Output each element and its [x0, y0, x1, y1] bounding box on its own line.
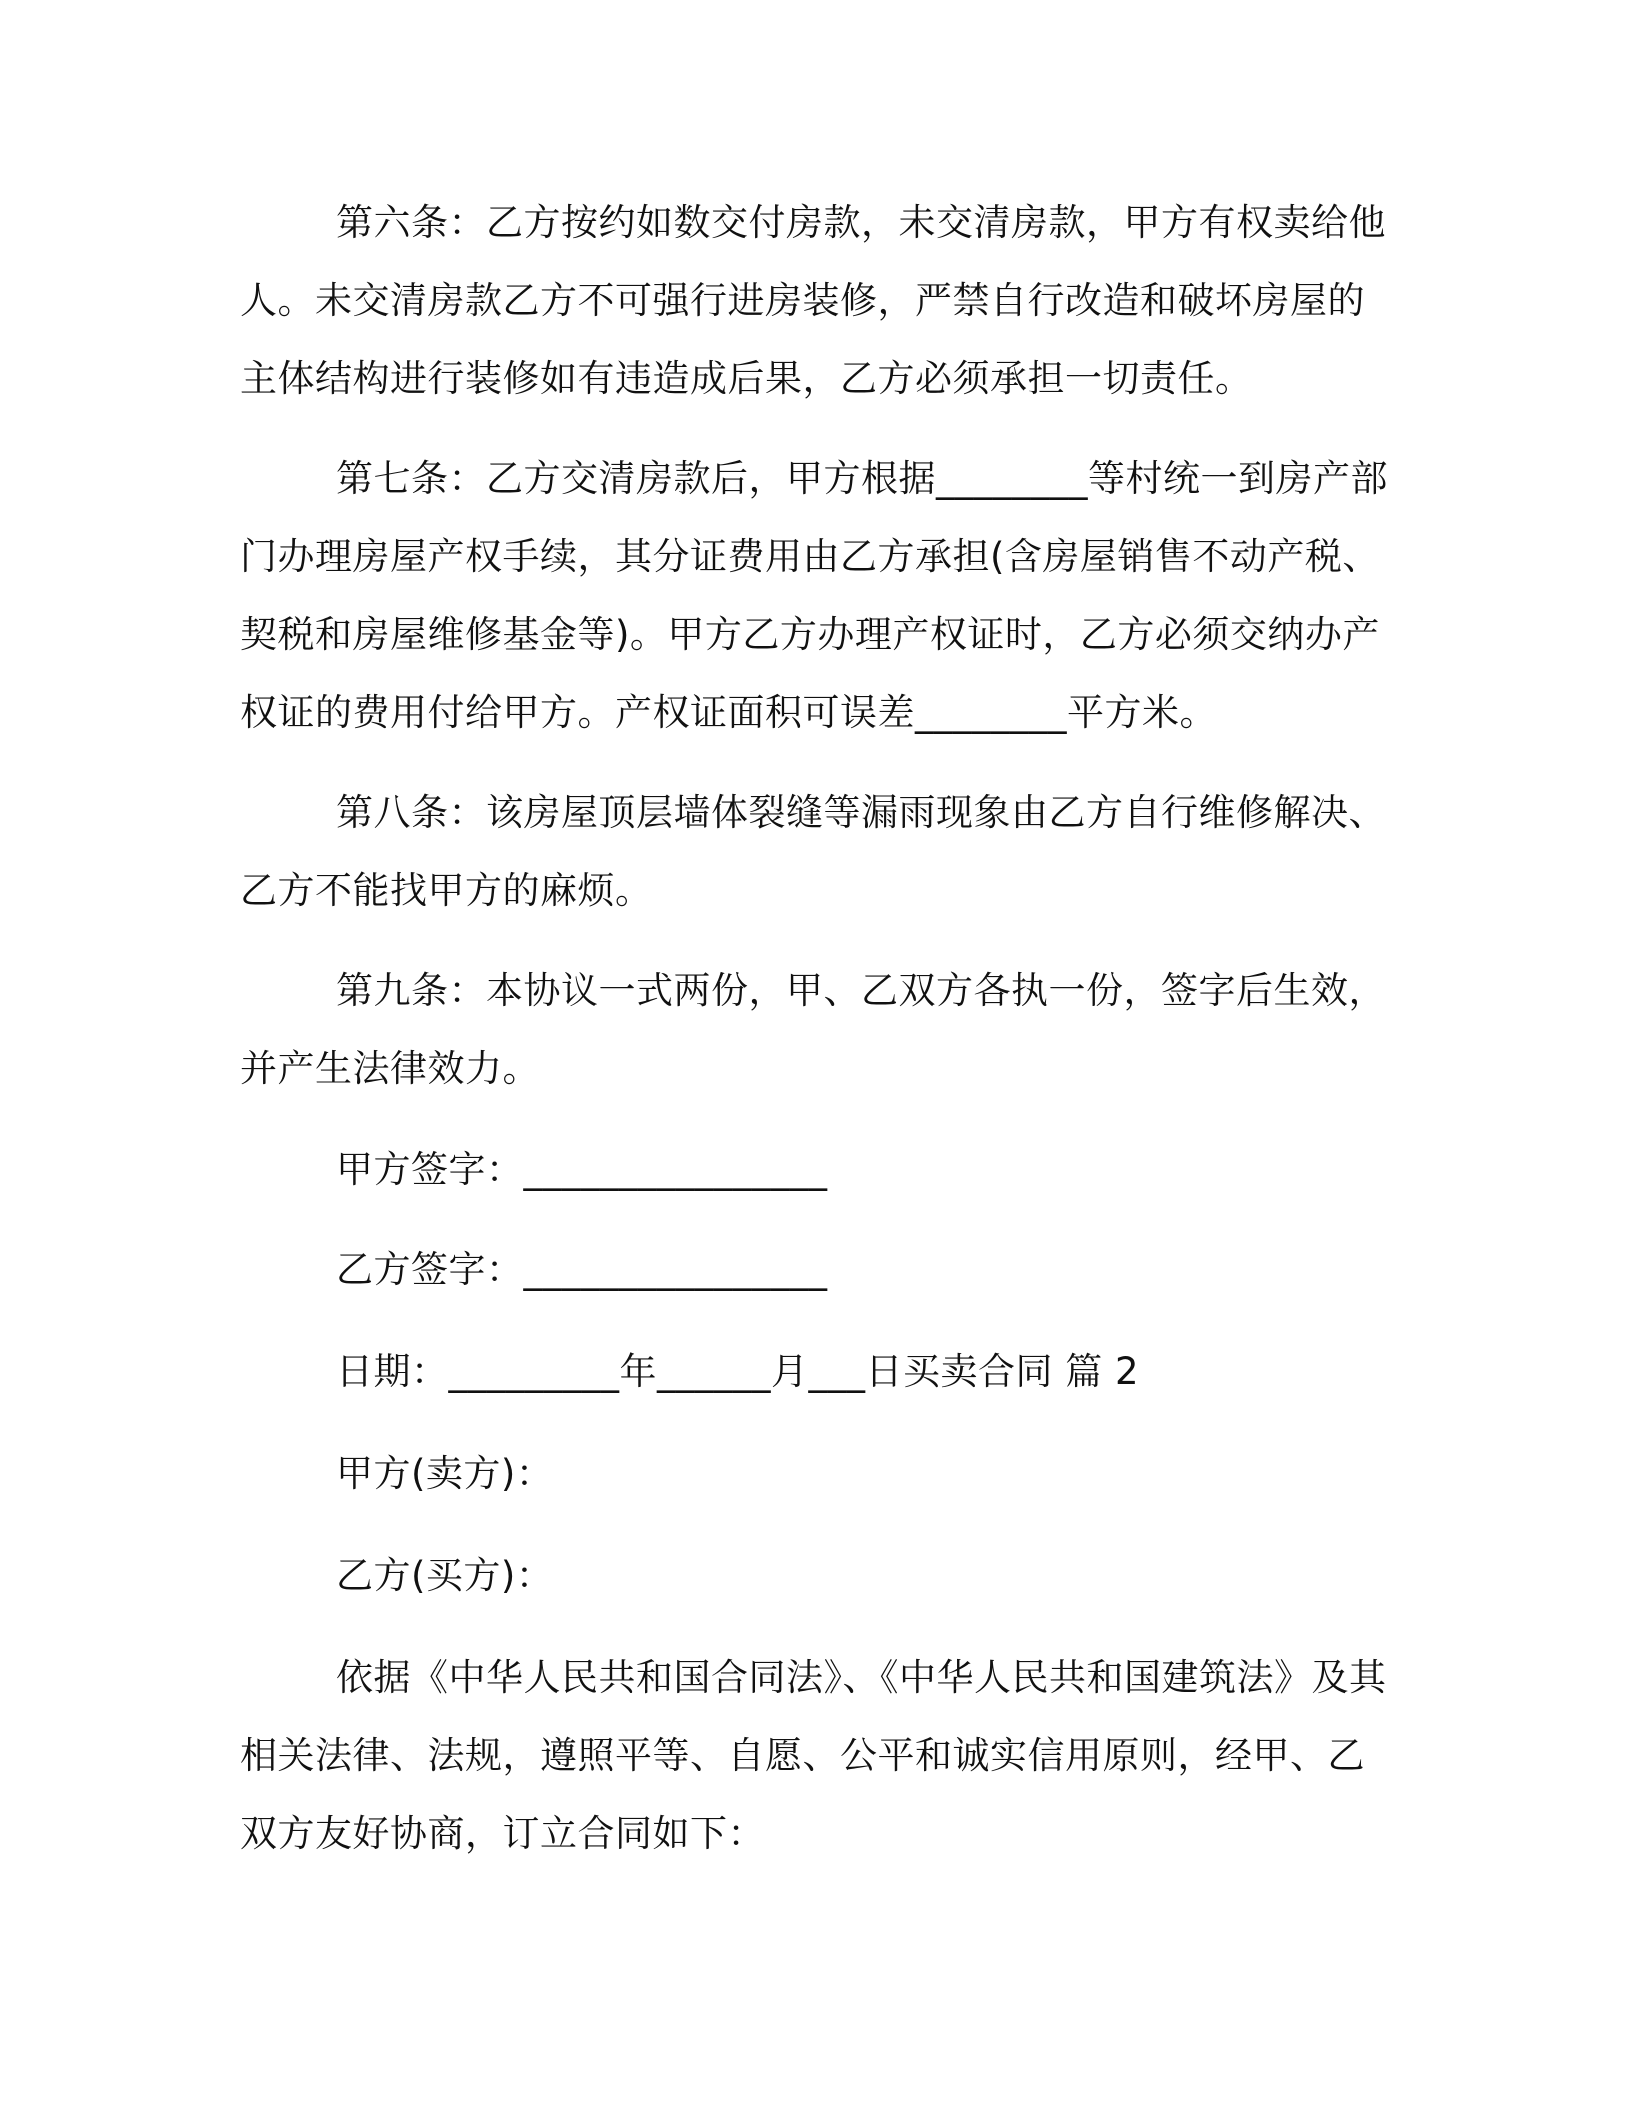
- contract-2-intro-paragraph: 依据《中华人民共和国合同法》、《中华人民共和国建筑法》及其相关法律、法规，遵照平等、自愿、公平和诚实信用原则，经甲、乙双方友好协商，订立合同如下：: [240, 1656, 1387, 1855]
- document-body: [240, 184, 1390, 1873]
- article-7-paragraph: 第七条：乙方交清房款后，甲方根据________等村统一到房产部门办理房屋产权手续，其分证费用由乙方承担(含房屋销售不动产税、契税和房屋维修基金等)。甲方乙方办理产权证时，乙方必须交纳办产权证的费用付给甲方。产权证面积可误差________平方米。: [240, 457, 1388, 734]
- article-8-paragraph: 第八条：该房屋顶层墙体裂缝等漏雨现象由乙方自行维修解决、乙方不能找甲方的麻烦。: [240, 791, 1386, 912]
- article-6-paragraph: 第六条：乙方按约如数交付房款，未交清房款，甲方有权卖给他人。未交清房款乙方不可强行进房装修，严禁自行改造和破坏房屋的主体结构进行装修如有违造成后果，乙方必须承担一切责任。: [240, 201, 1386, 400]
- date-line: 日期：_________年______月___日买卖合同 篇 2: [336, 1350, 1140, 1393]
- party-b-signature-line: 乙方签字：________________: [336, 1248, 828, 1291]
- party-a-signature-line: 甲方签字：________________: [336, 1148, 828, 1191]
- article-9-paragraph: 第九条：本协议一式两份，甲、乙双方各执一份，签字后生效，并产生法律效力。: [240, 969, 1386, 1090]
- buyer-label: 乙方(买方)：: [336, 1554, 554, 1597]
- seller-label: 甲方(卖方)：: [336, 1452, 554, 1495]
